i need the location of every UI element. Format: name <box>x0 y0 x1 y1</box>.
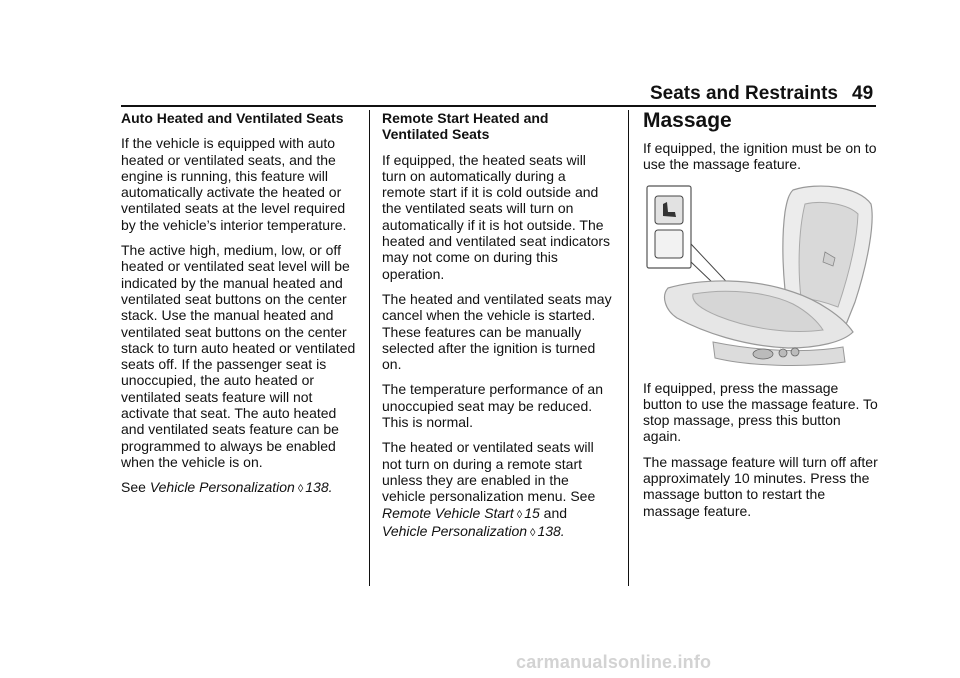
see-reference <box>121 479 357 497</box>
heading-auto-heated-seats: Auto Heated and Ventilated Seats <box>121 110 344 126</box>
paragraph: If equipped, the heated seats will turn on automatically during a remote start if it is cold outside and the ventilated seats will turn on automatically if it is hot outside. The heated and ventilated seat indicators may not come on during this operation. <box>382 151 611 282</box>
column-divider <box>369 110 370 586</box>
column-3 <box>643 110 879 528</box>
page-ref-icon: ◊ <box>516 508 523 521</box>
paragraph: If equipped, the ignition must be on to use the massage feature. <box>643 140 877 173</box>
heading-remote-start-seats: Remote Start Heated and Ventilated Seats <box>382 110 549 143</box>
link-vehicle-personalization[interactable]: Vehicle Personalization <box>149 479 295 496</box>
page-ref-number[interactable]: 15 <box>524 504 540 521</box>
link-vehicle-personalization[interactable]: Vehicle Personalization <box>382 522 528 539</box>
paragraph: If the vehicle is equipped with auto heated or ventilated seats, and the engine is running, this feature will automatically activate the heated or ventilated seats at the level required by the vehicle’s interior temperature. <box>121 135 347 233</box>
paragraph: The heated and ventilated seats may cancel when the vehicle is started. These features can be manually selected after the ignition is turned on. <box>382 290 612 373</box>
section-title: Seats and Restraints <box>650 83 838 104</box>
page-ref-number[interactable]: 138. <box>305 479 333 496</box>
paragraph: The massage feature will turn off after approximately 10 minutes. Press the massage button to restart the massage feature. <box>643 453 878 519</box>
paragraph <box>382 439 612 541</box>
conjunction-text: and <box>543 504 568 521</box>
page-ref-number[interactable]: 138. <box>537 522 565 539</box>
watermark: carmanualsonline.info <box>516 652 712 672</box>
page-ref-icon: ◊ <box>530 526 536 539</box>
see-prefix: See <box>121 479 146 496</box>
page-ref-icon: ◊ <box>297 483 304 496</box>
paragraph-text: The heated or ventilated seats will not turn on during a remote start unless they are enabled in the vehicle personalization menu. See <box>382 439 596 505</box>
paragraph: The active high, medium, low, or off heated or ventilated seat level will be indicated by the manual heated and ventilated seat buttons on the center stack. Use the manual heated and ventilated seat buttons on the center stack to turn auto heated or ventilated seats off. If the passenger seat is unoccupied, the auto heated or ventilated seats feature will not activate that seat. The auto heated and ventilated seats feature can be programmed to always be enabled when the vehicle is on. <box>121 242 356 470</box>
link-remote-vehicle-start[interactable]: Remote Vehicle Start <box>382 504 514 521</box>
column-2 <box>382 110 612 550</box>
massage-button-icon <box>655 196 683 224</box>
massage-seat-illustration <box>643 182 875 368</box>
heading-massage: Massage <box>643 109 732 132</box>
paragraph: The temperature performance of an unoccupied seat may be reduced. This is normal. <box>382 381 604 431</box>
page-number: 49 <box>852 83 874 104</box>
paragraph: If equipped, press the massage button to use the massage feature. To stop massage, press this button again. <box>643 379 878 445</box>
header-rule <box>121 105 876 107</box>
column-1 <box>121 110 357 507</box>
column-divider <box>628 110 629 586</box>
seat-control-icon <box>753 349 773 359</box>
